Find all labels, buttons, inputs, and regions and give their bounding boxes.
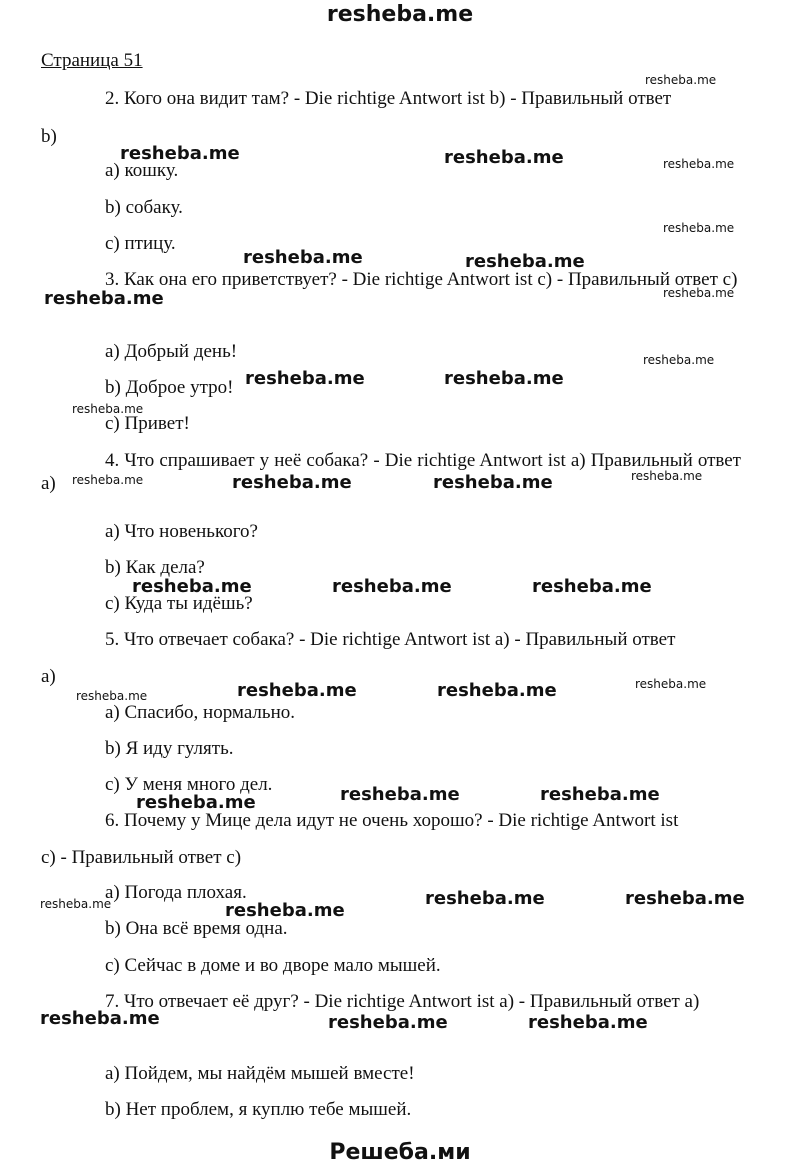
watermark: resheba.me: [328, 1012, 448, 1033]
question-2: 2. Кого она видит там? - Die richtige Antwort ist b) - Правильный ответ: [105, 88, 672, 109]
question-5-continuation: a): [41, 666, 56, 687]
watermark: resheba.me: [72, 473, 144, 487]
watermark: resheba.me: [532, 576, 652, 597]
watermark: resheba.me: [465, 251, 585, 272]
question-6-option-b: b) Она всё время одна.: [105, 918, 288, 939]
question-4-option-b: b) Как дела?: [105, 557, 205, 578]
watermark: resheba.me: [136, 792, 256, 813]
watermark: resheba.me: [237, 680, 357, 701]
question-3-option-c: c) Привет!: [105, 413, 190, 434]
question-7: 7. Что отвечает её друг? - Die richtige Antwort ist a) - Правильный ответ а): [105, 991, 700, 1012]
question-7-option-a: a) Пойдем, мы найдём мышей вместе!: [105, 1063, 415, 1084]
question-2-option-a: a) кошку.: [105, 160, 179, 181]
question-3-option-a: a) Добрый день!: [105, 341, 238, 362]
watermark: resheba.me: [631, 469, 703, 483]
watermark: resheba.me: [425, 888, 545, 909]
question-3-option-b: b) Доброе утро!: [105, 377, 234, 398]
watermark: resheba.me: [444, 368, 564, 389]
watermark: resheba.me: [76, 689, 148, 703]
watermark: resheba.me: [72, 402, 144, 416]
page-title: Страница 51: [41, 50, 143, 71]
question-6-continuation: c) - Правильный ответ с): [41, 847, 242, 868]
question-6-option-a: a) Погода плохая.: [105, 882, 247, 903]
watermark: resheba.me: [225, 900, 345, 921]
watermark: resheba.me: [437, 680, 557, 701]
question-4-option-a: a) Что новенького?: [105, 521, 258, 542]
question-5-option-b: b) Я иду гулять.: [105, 738, 234, 759]
watermark: resheba.me: [120, 143, 240, 164]
watermark: resheba.me: [663, 221, 735, 235]
watermark: resheba.me: [625, 888, 745, 909]
question-3: 3. Как она его приветствует? - Die richtige Antwort ist c) - Правильный ответ с): [105, 269, 738, 290]
question-2-option-b: b) собаку.: [105, 197, 183, 218]
question-5: 5. Что отвечает собака? - Die richtige Antwort ist a) - Правильный ответ: [105, 629, 676, 650]
watermark: resheba.me: [528, 1012, 648, 1033]
watermark: resheba.me: [132, 576, 252, 597]
site-footer: Решеба.ми: [329, 1140, 471, 1165]
question-6: 6. Почему у Мице дела идут не очень хорошо? - Die richtige Antwort ist: [105, 810, 679, 831]
watermark: resheba.me: [245, 368, 365, 389]
watermark: resheba.me: [444, 147, 564, 168]
watermark: resheba.me: [44, 288, 164, 309]
question-5-option-a: a) Спасибо, нормально.: [105, 702, 295, 723]
watermark: resheba.me: [645, 73, 717, 87]
watermark: resheba.me: [540, 784, 660, 805]
watermark: resheba.me: [332, 576, 452, 597]
watermark: resheba.me: [40, 1008, 160, 1029]
watermark: resheba.me: [232, 472, 352, 493]
watermark: resheba.me: [340, 784, 460, 805]
watermark: resheba.me: [663, 286, 735, 300]
watermark: resheba.me: [663, 157, 735, 171]
question-4: 4. Что спрашивает у неё собака? - Die richtige Antwort ist a) Правильный ответ а): [41, 450, 741, 494]
watermark: resheba.me: [433, 472, 553, 493]
question-2-option-c: c) птицу.: [105, 233, 176, 254]
question-5-option-c: c) У меня много дел.: [105, 774, 273, 795]
site-header: resheba.me: [326, 2, 474, 27]
question-2-continuation: b): [41, 126, 57, 147]
question-6-option-c: c) Сейчас в доме и во дворе мало мышей.: [105, 955, 441, 976]
question-7-option-b: b) Нет проблем, я куплю тебе мышей.: [105, 1099, 412, 1120]
question-4-option-c: c) Куда ты идёшь?: [105, 593, 253, 614]
watermark: resheba.me: [40, 897, 112, 911]
watermark: resheba.me: [243, 247, 363, 268]
watermark: resheba.me: [643, 353, 715, 367]
watermark: resheba.me: [635, 677, 707, 691]
